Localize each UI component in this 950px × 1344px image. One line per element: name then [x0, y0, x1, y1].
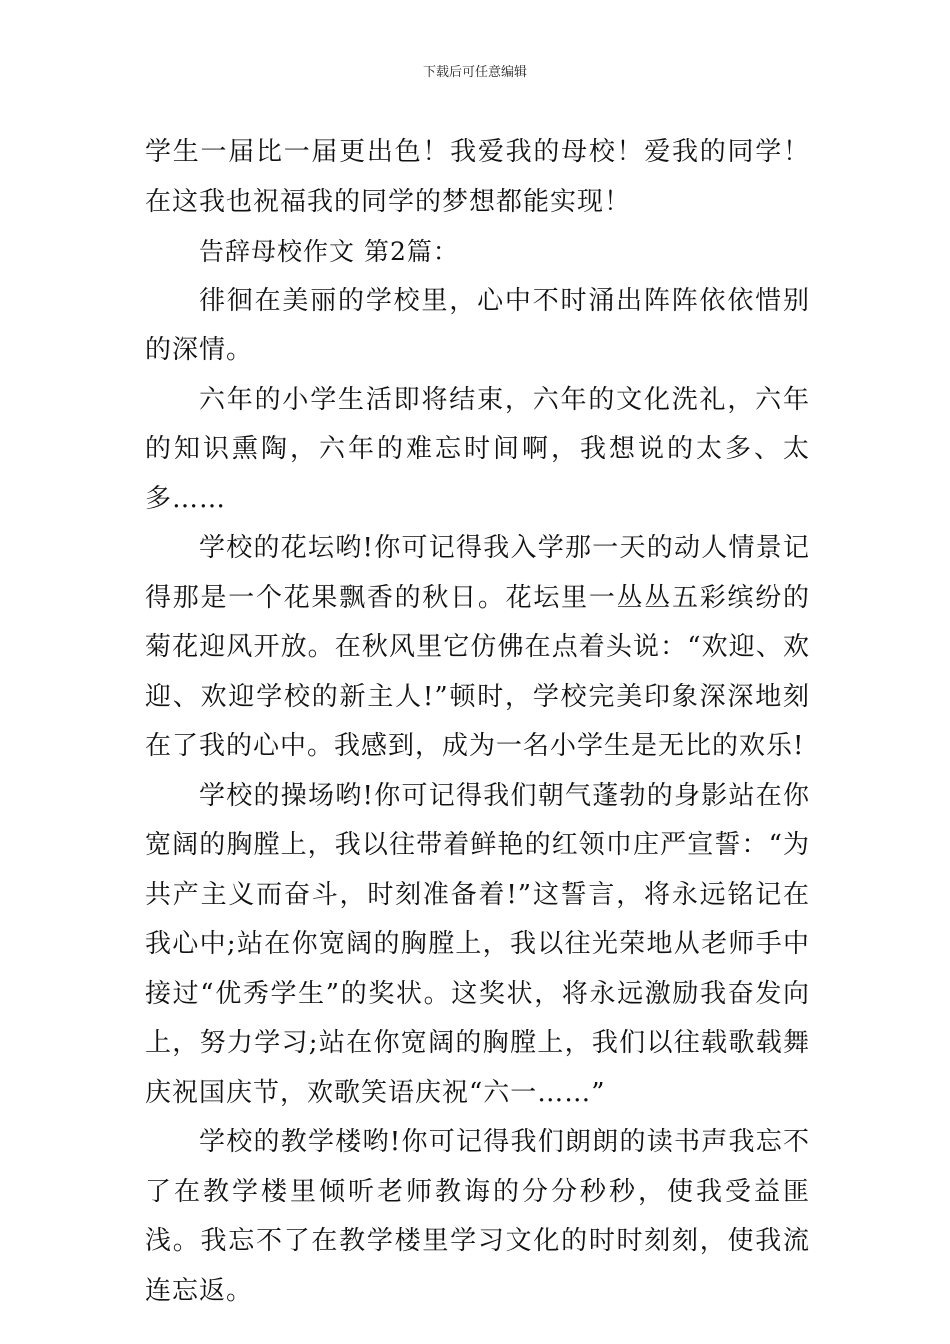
document-body [145, 128, 810, 1316]
section-heading: 告辞母校作文 第2篇： [199, 237, 459, 266]
paragraph: 六年的小学生活即将结束，六年的文化洗礼，六年的知识熏陶，六年的难忘时间啊，我想说的太多、太多…… [145, 384, 810, 514]
paragraph: 学校的花坛哟!你可记得我入学那一天的动人情景记得那是一个花果飘香的秋日。花坛里一丛丛五彩缤纷的菊花迎风开放。在秋风里它仿佛在点着头说：“欢迎、欢迎、欢迎学校的新主人!”顿时，学校完美印象深深地刻在了我的心中。我感到，成为一名小学生是无比的欢乐! [145, 533, 810, 761]
paragraph: 学校的教学楼哟!你可记得我们朗朗的读书声我忘不了在教学楼里倾听老师教诲的分分秒秒，使我受益匪浅。我忘不了在教学楼里学习文化的时时刻刻，使我流连忘返。 [145, 1127, 810, 1306]
page-header-note: 下载后可任意编辑 [422, 65, 527, 80]
paragraph: 徘徊在美丽的学校里，心中不时涌出阵阵依依惜别的深情。 [145, 285, 810, 365]
paragraph-continuation: 学生一届比一届更出色！我爱我的母校！爱我的同学！在这我也祝福我的同学的梦想都能实现！ [145, 137, 810, 217]
paragraph: 学校的操场哟!你可记得我们朝气蓬勃的身影站在你宽阔的胸膛上，我以往带着鲜艳的红领巾庄严宣誓：“为共产主义而奋斗，时刻准备着!”这誓言，将永远铭记在我心中;站在你宽阔的胸膛上，我以往光荣地从老师手中接过“优秀学生”的奖状。这奖状，将永远激励我奋发向上，努力学习;站在你宽阔的胸膛上，我们以往载歌载舞庆祝国庆节，欢歌笑语庆祝“六一……” [145, 780, 810, 1108]
